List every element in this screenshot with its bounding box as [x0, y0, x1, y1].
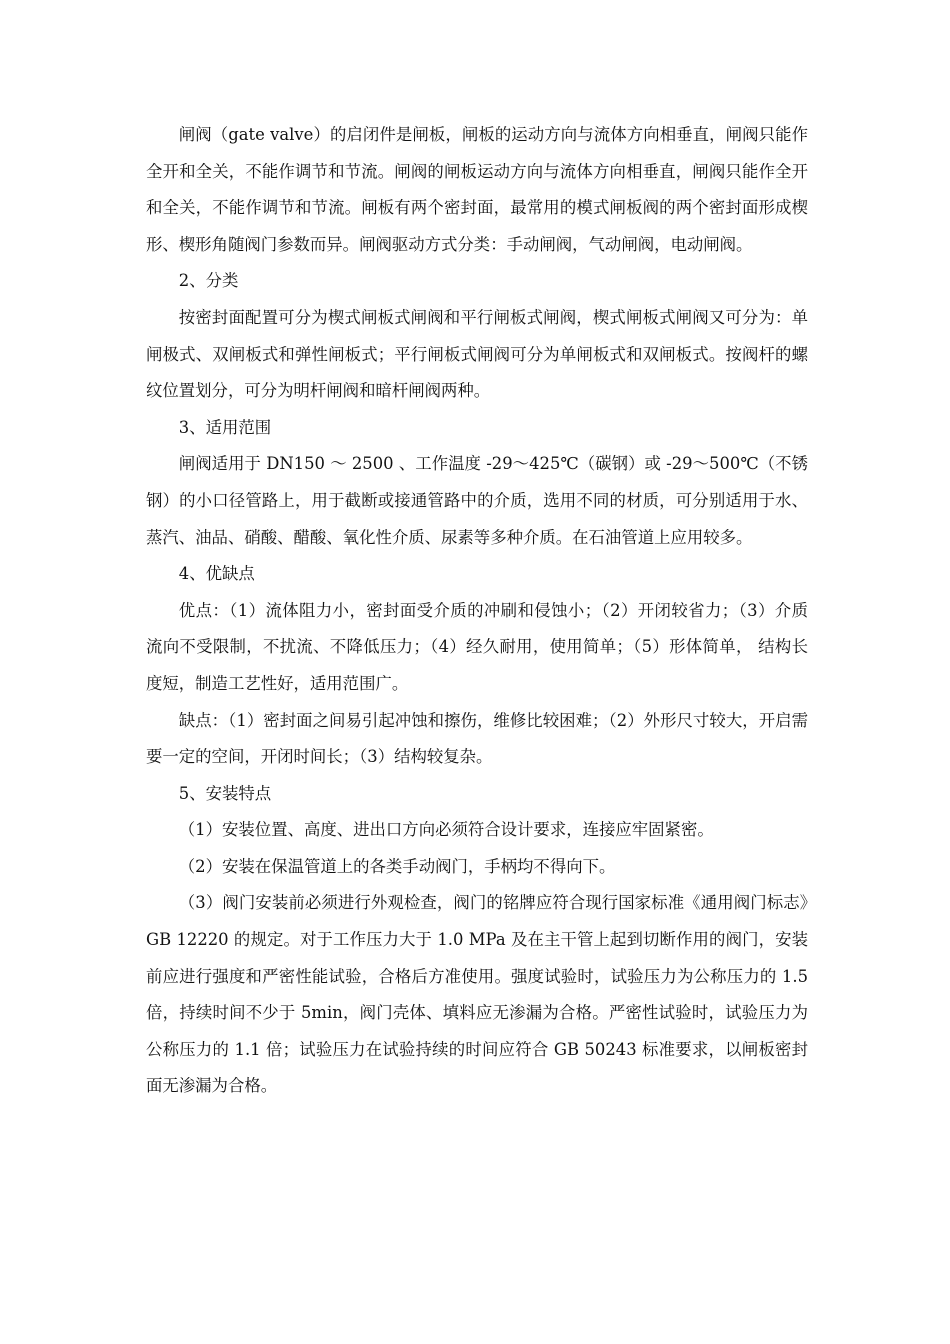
section-heading-scope: 3、适用范围 — [178, 417, 272, 437]
pros-paragraph: 优点：（1）流体阻力小，密封面受介质的冲刷和侵蚀小；（2）开闭较省力；（3）介质流向不受限制，不扰流、不降低压力；（4）经久耐用，使用简单；（5）形体简单， 结构长度短，制造工艺性好，适用范围广。 — [146, 600, 808, 693]
classification-paragraph: 按密封面配置可分为楔式闸板式闸阀和平行闸板式闸阀，楔式闸板式闸阀又可分为：单闸极式、双闸板式和弹性闸板式；平行闸板式闸阀可分为单闸板式和双闸板式。按阀杆的螺纹位置划分，可分为明杆闸阀和暗杆闸阀两种。 — [146, 307, 808, 401]
section-heading-classification: 2、分类 — [178, 271, 239, 291]
section-heading-pros-cons: 4、优缺点 — [178, 564, 255, 584]
document-body — [146, 117, 808, 1105]
installation-item-3: （3）阀门安装前必须进行外观检查，阀门的铭牌应符合现行国家标准《通用阀门标志》GB 12220 的规定。对于工作压力大于 1.0 MPa 及在主干管上起到切断作用的阀门，安装前应进行强度和严密性能试验，合格后方准使用。强度试验时，试验压力为公称压力的 1.5 倍，持续时间不少于 5min，阀门壳体、填料应无渗漏为合格。严密性试验时，试验压力为公称压力的 1.1 倍；试验压力在试验持续的时间应符合 GB 50243 标准要求，以闸板密封面无渗漏为合格。 — [146, 893, 808, 1096]
cons-paragraph: 缺点：（1）密封面之间易引起冲蚀和擦伤，维修比较困难；（2）外形尺寸较大，开启需要一定的空间，开闭时间长；（3）结构较复杂。 — [146, 710, 808, 767]
section-heading-installation: 5、安装特点 — [178, 783, 272, 803]
installation-item-2: （2）安装在保温管道上的各类手动阀门，手柄均不得向下。 — [178, 856, 616, 876]
installation-item-1: （1）安装位置、高度、进出口方向必须符合设计要求，连接应牢固紧密。 — [178, 820, 714, 840]
scope-paragraph: 闸阀适用于 DN150 ～ 2500 、工作温度 -29～425℃（碳钢）或 -29～500℃（不锈钢）的小口径管路上，用于截断或接通管路中的介质，选用不同的材质，可分别适用于水、蒸汽、油品、硝酸、醋酸、氧化性介质、尿素等多种介质。在石油管道上应用较多。 — [146, 454, 808, 547]
intro-paragraph: 闸阀（gate valve）的启闭件是闸板，闸板的运动方向与流体方向相垂直，闸阀只能作全开和全关，不能作调节和节流。闸阀的闸板运动方向与流体方向相垂直，闸阀只能作全开和全关，不能作调节和节流。闸板有两个密封面，最常用的模式闸板阀的两个密封面形成楔形、楔形角随阀门参数而异。闸阀驱动方式分类：手动闸阀，气动闸阀，电动闸阀。 — [146, 125, 808, 254]
